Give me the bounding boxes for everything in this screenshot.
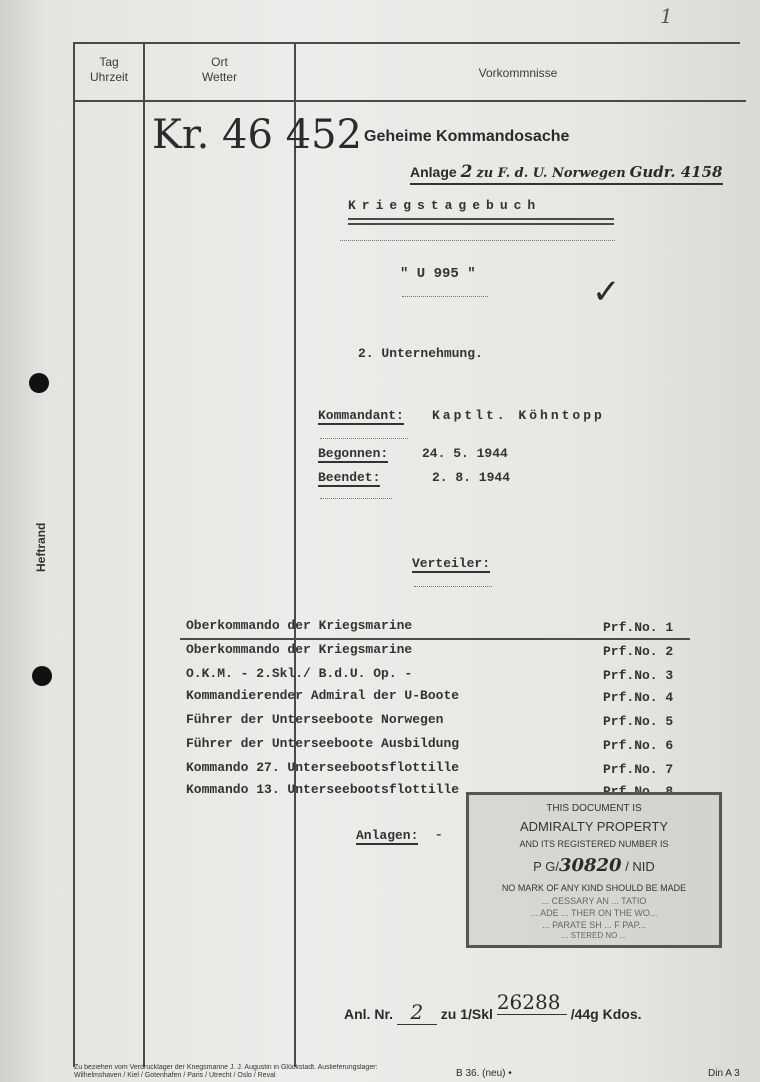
skl-prefix: zu 1/Skl (440, 1006, 493, 1022)
ended-dots (320, 498, 392, 499)
header-tag: Tag Uhrzeit (89, 55, 128, 84)
ended-value: 2. 8. 1944 (432, 470, 511, 485)
list-item-copy: Prf.No. 4 (603, 690, 674, 705)
attachments-value: - (436, 824, 442, 843)
header-ort: Ort Wetter (201, 55, 238, 84)
top-border (74, 42, 740, 44)
annex-handwritten: Gudr. 4158 (629, 163, 723, 181)
attachments-label: Anlagen: (356, 828, 419, 843)
commander-label: Kommandant: (318, 408, 404, 423)
stamp-line1: THIS DOCUMENT IS (546, 803, 642, 814)
col-divider-2 (294, 42, 296, 1067)
list-item: Kommando 27. Unterseebootsflottille (186, 760, 460, 775)
distribution-label: Verteiler: (412, 556, 491, 571)
kdos-suffix: /44g Kdos. (570, 1006, 642, 1022)
stamp-line6: ... CESSARY AN ... TATIO (541, 896, 647, 906)
list-item: Oberkommando der Kriegsmarine (186, 618, 413, 633)
page-number: 1 (660, 4, 673, 28)
footer-reference (344, 990, 642, 1025)
distribution-rule (180, 638, 690, 640)
col-divider-1 (143, 42, 145, 1067)
commander-dots (320, 438, 408, 439)
list-item: Oberkommando der Kriegsmarine (186, 642, 413, 657)
checkmark: ✓ (592, 272, 621, 312)
list-item-copy: Prf.No. 7 (603, 762, 674, 777)
doc-title-underline-2 (348, 223, 614, 225)
skl-number: 26288 (497, 990, 567, 1015)
stamp-line5: NO MARK OF ANY KIND SHOULD BE MADE (501, 883, 687, 893)
anl-prefix: Anl. Nr. (344, 1006, 394, 1022)
list-item-copy: Prf.No. 5 (603, 714, 674, 729)
annex-prefix: Anlage (410, 164, 457, 180)
header-vorkommnisse: Vorkommnisse (478, 66, 558, 80)
annex-line (410, 162, 723, 185)
punch-hole-bottom (32, 666, 52, 686)
classification: Geheime Kommandosache (364, 128, 570, 145)
anl-number: 2 (397, 1000, 437, 1025)
admiralty-stamp (466, 792, 722, 948)
list-item: O.K.M. - 2.Skl./ B.d.U. Op. - (186, 666, 413, 681)
distribution-dots (414, 586, 492, 587)
list-item-copy: Prf.No. 3 (603, 668, 674, 683)
list-item-copy: Prf.No. 1 (603, 620, 674, 635)
doc-title-underline (348, 218, 614, 220)
commander-value: Kaptlt. Köhntopp (432, 408, 605, 423)
punch-hole-top (29, 373, 49, 393)
header-bottom-rule (74, 100, 746, 102)
margin-label: Heftrand (34, 522, 48, 572)
form-code: B 36. (neu) • (456, 1068, 512, 1079)
list-item: Kommando 13. Unterseebootsflottille (186, 782, 460, 797)
patrol-number: 2. Unternehmung. (358, 346, 483, 361)
boat-name: " U 995 " (400, 266, 476, 282)
list-item-copy: Prf.No. 2 (603, 644, 674, 659)
stamp-line8: ... PARATE SH ... F PAP... (542, 920, 646, 930)
din-format: Din A 3 (708, 1068, 740, 1079)
boat-dots (402, 296, 488, 297)
stamp-line7: ... ADE ... THER ON THE WO... (530, 908, 658, 918)
stamp-line9: ... STERED NO ... (561, 931, 627, 940)
list-item: Führer der Unterseeboote Ausbildung (186, 736, 460, 751)
doc-title: Kriegstagebuch (348, 198, 542, 213)
list-item-copy: Prf.No. 6 (603, 738, 674, 753)
stamp-line2: ADMIRALTY PROPERTY (519, 819, 669, 834)
stamp-line4: P G/30820 / NID (533, 855, 655, 876)
begun-value: 24. 5. 1944 (422, 446, 508, 461)
doc-title-dots (340, 240, 615, 241)
annex-number: 2 (460, 162, 473, 182)
handwritten-number: Kr. 46 452 (152, 112, 362, 158)
stamp-number: 30820 (558, 855, 622, 876)
left-border (73, 42, 75, 1067)
annex-suffix: zu F. d. U. Norwegen (476, 166, 626, 181)
footer-print-info: Zu beziehen vom Verdrucklager der Kriegsmarine J. J. Augustin in Glückstadt. Auslieferungslager: Wilhelmshaven / Kiel / Gotenhafen / Paris / Utrecht / Oslo / Reval (74, 1064, 378, 1079)
list-item: Kommandierender Admiral der U-Boote (186, 688, 460, 703)
begun-label: Begonnen: (318, 446, 389, 461)
ended-label: Beendet: (318, 470, 381, 485)
list-item: Führer der Unterseeboote Norwegen (186, 712, 444, 727)
stamp-line3: AND ITS REGISTERED NUMBER IS (519, 839, 669, 849)
